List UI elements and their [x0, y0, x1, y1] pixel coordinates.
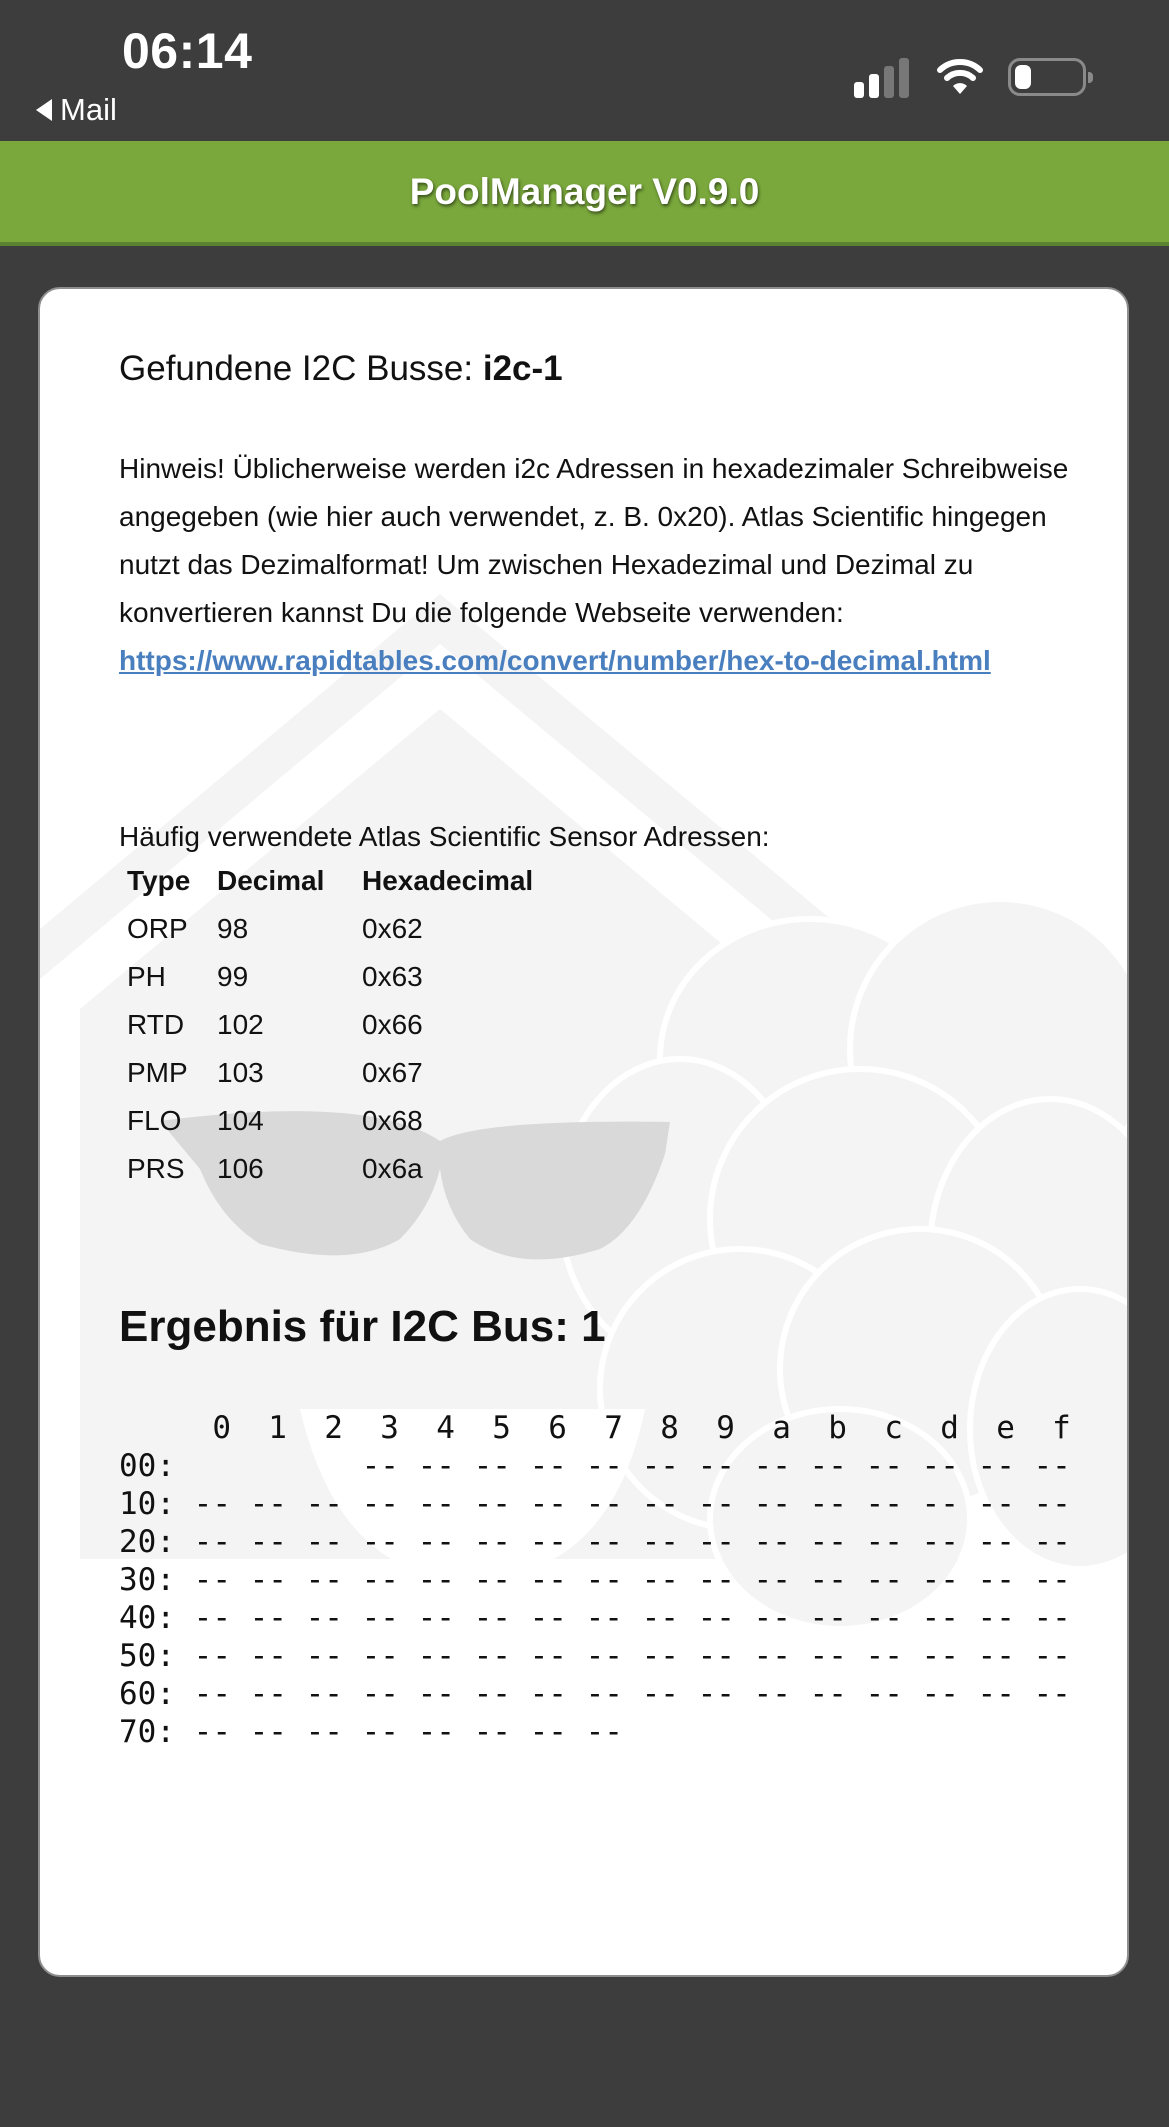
- cell-decimal: 103: [217, 1057, 264, 1088]
- cell-decimal: 102: [217, 1009, 264, 1040]
- back-arrow-icon: [36, 99, 52, 121]
- i2cdetect-output: 0 1 2 3 4 5 6 7 8 9 a b c d e f 00: -- -- -- -- -- -- -- -- -- -- -- -- -- 10: -- -- -- -- -- -- -- -- -- -- -- -- -- -- -- -- 20: -- -- -- -- -- -- -- -- -- -- -- -- -- -- -- -- 30: -- -- -- -- -- -- -- -- -- -- -- -- -- -- -- -- 40: -- -- -- -- -- -- -- -- -- -- -- -- -- -- -- -- 50: -- -- -- -- -- -- -- -- -- -- -- -- -- -- -- -- 60: -- -- -- -- -- -- -- -- -- -- -- -- -- -- -- -- 70: -- -- -- -- -- -- -- --: [119, 1410, 1071, 1750]
- content-card: [38, 287, 1129, 1977]
- column-header-type: Type: [127, 865, 191, 896]
- wifi-icon: [937, 56, 983, 96]
- battery-icon: [1008, 58, 1086, 96]
- table-row: [119, 1145, 533, 1193]
- sensor-address-table: [119, 857, 533, 1193]
- found-buses-label: Gefundene I2C Busse:: [119, 349, 474, 388]
- cell-hexadecimal: 0x62: [362, 913, 423, 944]
- scan-result-heading: Ergebnis für I2C Bus: 1: [119, 1302, 606, 1351]
- cell-type: PMP: [127, 1057, 188, 1088]
- table-row: [119, 1049, 533, 1097]
- app-title: PoolManager V0.9.0: [409, 170, 760, 212]
- column-header-hexadecimal: Hexadecimal: [362, 865, 534, 896]
- found-buses-value: i2c-1: [482, 349, 563, 388]
- rapidtables-link[interactable]: https://www.rapidtables.com/convert/number/hex-to-decimal.html: [119, 645, 991, 676]
- table-row: [119, 1001, 533, 1049]
- cell-hexadecimal: 0x66: [362, 1009, 423, 1040]
- battery-nub: [1088, 72, 1093, 83]
- cell-hexadecimal: 0x63: [362, 961, 423, 992]
- hex-decimal-note: [119, 445, 1079, 685]
- app-header: [0, 141, 1169, 246]
- cell-hexadecimal: 0x67: [362, 1057, 423, 1088]
- note-text: Hinweis! Üblicherweise werden i2c Adressen in hexadezimaler Schreibweise angegeben (wie hier auch verwendet, z. B. 0x20). Atlas Scientific hingegen nutzt das Dezimalformat! Um zwischen Hexadezimal und Dezimal zu konvertieren kannst Du die folgende Webseite verwenden:: [119, 453, 1069, 628]
- back-label: Mail: [60, 92, 117, 127]
- table-header-row: [119, 857, 533, 905]
- table-row: [119, 1097, 533, 1145]
- cell-hexadecimal: 0x68: [362, 1105, 423, 1136]
- cell-type: PH: [127, 961, 166, 992]
- sensor-addresses-label: Häufig verwendete Atlas Scientific Sensor Adressen:: [119, 821, 770, 852]
- cell-type: FLO: [127, 1105, 182, 1136]
- cell-decimal: 99: [217, 961, 249, 992]
- column-header-decimal: Decimal: [217, 865, 325, 896]
- cell-type: ORP: [127, 913, 188, 944]
- cell-decimal: 98: [217, 913, 249, 944]
- cell-hexadecimal: 0x6a: [362, 1153, 423, 1184]
- cell-type: RTD: [127, 1009, 185, 1040]
- table-row: [119, 905, 533, 953]
- cell-decimal: 106: [217, 1153, 264, 1184]
- table-row: [119, 953, 533, 1001]
- cell-type: PRS: [127, 1153, 185, 1184]
- back-to-mail-button[interactable]: [36, 92, 117, 128]
- battery-level: [1015, 65, 1031, 89]
- found-buses-heading: [119, 349, 563, 389]
- status-time: 06:14: [122, 23, 253, 79]
- cellular-signal-icon: [854, 58, 914, 98]
- cell-decimal: 104: [217, 1105, 264, 1136]
- ios-status-bar: [0, 0, 1169, 141]
